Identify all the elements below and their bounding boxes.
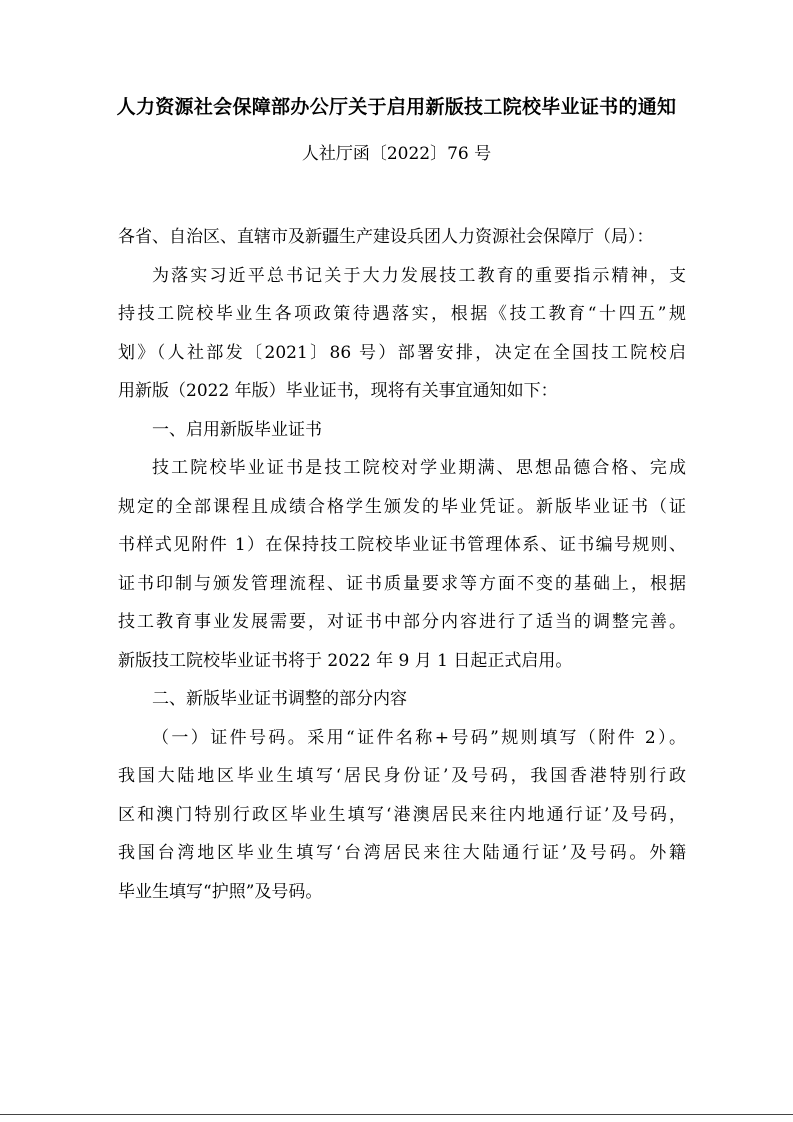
section-heading-2: 二、新版毕业证书调整的部分内容 bbox=[152, 689, 407, 709]
paragraph-line: 新版技工院校毕业证书将于 2022 年 9 月 1 日起正式启用。 bbox=[118, 650, 573, 671]
paragraph-line: 证书印制与颁发管理流程、证书质量要求等方面不变的基础上，根据 bbox=[118, 573, 686, 594]
paragraph-line: 技工院校毕业证书是技工院校对学业期满、思想品德合格、完成 bbox=[152, 458, 686, 478]
document-title: 人力资源社会保障部办公厅关于启用新版技工院校毕业证书的通知 bbox=[116, 96, 677, 118]
paragraph-line: 我国台湾地区毕业生填写‘台湾居民来往大陆通行证’及号码。外籍 bbox=[118, 843, 686, 863]
paragraph-line: 划》（人社部发〔2021〕86 号）部署安排，决定在全国技工院校启 bbox=[118, 342, 686, 363]
paragraph-line: 区和澳门特别行政区毕业生填写‘港澳居民来往内地通行证’及号码， bbox=[118, 804, 686, 825]
paragraph-line: 技工教育事业发展需要，对证书中部分内容进行了适当的调整完善。 bbox=[118, 612, 686, 632]
paragraph-line: 为落实习近平总书记关于大力发展技工教育的重要指示精神，支 bbox=[152, 265, 686, 286]
page-bottom-rule bbox=[0, 1114, 793, 1115]
paragraph-line: 我国大陆地区毕业生填写‘居民身份证’及号码，我国香港特别行政 bbox=[118, 766, 686, 786]
paragraph-line: 毕业生填写“护照”及号码。 bbox=[118, 881, 323, 902]
paragraph-line: 用新版（2022 年版）毕业证书，现将有关事宜通知如下： bbox=[118, 381, 558, 401]
paragraph-line: （一）证件号码。采用“证件名称+号码”规则填写（附件 2）。 bbox=[152, 727, 686, 748]
section-heading-1: 一、启用新版毕业证书 bbox=[152, 419, 322, 440]
paragraph-line: 规定的全部课程且成绩合格学生颁发的毕业凭证。新版毕业证书（证 bbox=[118, 496, 686, 517]
paragraph-line: 持技工院校毕业生各项政策待遇落实，根据《技工教育“十四五”规 bbox=[118, 304, 686, 324]
paragraph-line: 书样式见附件 1）在保持技工院校毕业证书管理体系、证书编号规则、 bbox=[118, 535, 686, 555]
document-body bbox=[118, 218, 686, 911]
document-number: 人社厅函〔2022〕76 号 bbox=[301, 144, 492, 164]
addressee-line: 各省、自治区、直辖市及新疆生产建设兵团人力资源社会保障厅（局）： bbox=[118, 227, 654, 247]
